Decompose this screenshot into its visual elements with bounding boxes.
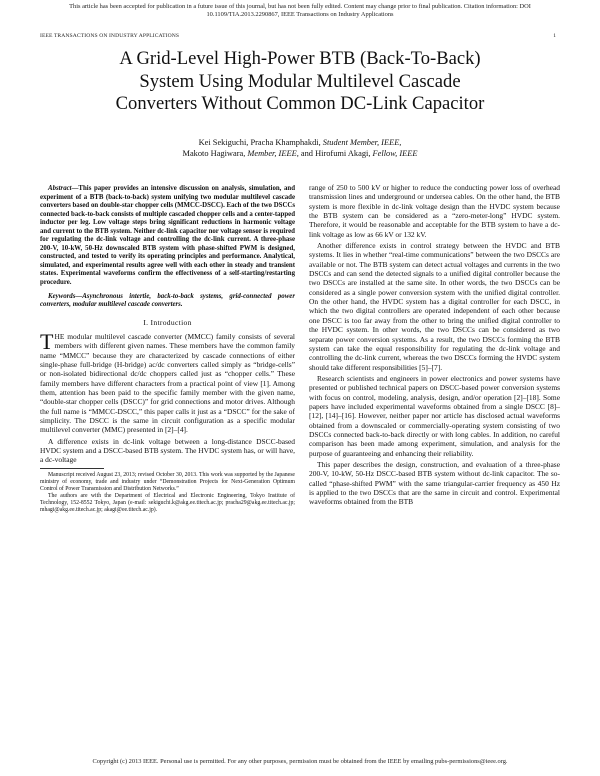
left-column xyxy=(40,185,295,514)
abstract-label: Abstract— xyxy=(48,185,79,192)
intro-paragraph-1-text: HE modular multilevel cascade converter (MMCC) family consists of several members with different given names. These members have the common family name “MMCC” because they are characterized by cascade connections of either single-phase full-bridge (H-bridge) ac/dc converters called simply as “bridge-cells” or non-isolated bidirectional dc/dc choppers called just as “chopper cells.” These family members have different characters from a practical point of view [1]. Among them, attention has been paid to the specific family member with the given name, “double-star chopper cells (DSCC)” for grid connections and motor drives. Although the full name is “MMCC-DSCC,” this paper calls it just as a “DSCC” for the sake of simplicity. The DSCC is the same in circuit configuration as a specific modular multilevel converter (MMC) presented in [2]–[4]. xyxy=(40,332,295,435)
keywords-label: Keywords— xyxy=(48,292,83,300)
banner-line-1: This article has been accepted for publication in a future issue of this journal, but has not been fully edited. Content may change prior to final publication. Citation information: DOI xyxy=(69,3,531,10)
body-paragraph-1: range of 250 to 500 kV or higher to reduce the conducting power loss of overhead transmission lines and underground or undersea cables. On the other hand, the BTB system is more flexible in dc-link voltage design than the HVDC system because the BTB system can be considered as a “zero-meter-long” HVDC system. Therefore, it would be reasonable and acceptable for the BTB system to have a dc-link voltage as low as 66 kV or 132 kV. xyxy=(309,183,560,239)
author-names-1: Kei Sekiguchi, Pracha Khamphakdi, xyxy=(198,138,323,147)
title-line-3: Converters Without Common DC-Link Capacitor xyxy=(115,93,485,115)
author-line-2 xyxy=(40,148,560,159)
paper-title xyxy=(40,48,560,116)
intro-paragraph-2: A difference exists in dc-link voltage between a long-distance DSCC-based HVDC system and a DSCC-based BTB system. The HVDC system has, or will have, a dc-voltage xyxy=(40,436,295,465)
banner-line-2: 10.1109/TIA.2013.2290867, IEEE Transactions on Industry Applications xyxy=(206,11,394,18)
author-line-1 xyxy=(40,137,560,148)
intro-paragraph-1 xyxy=(40,329,295,435)
section-heading-introduction: I. Introduction xyxy=(143,317,192,327)
author-names-2b: and Hirofumi Akagi, xyxy=(298,149,373,159)
footnote-affiliation: The authors are with the Department of Electrical and Electronic Engineering, Tokyo Institute of Technology, 152-8552 Tokyo, Japan (e-mail: sekiguchi.k@akg.ee.titech.ac.jp; pracha29@akg.ee.titech.ac.jp; mhagi@akg.ee.titech.ac.jp; akagi@ee.titech.ac.jp). xyxy=(40,493,295,514)
body-paragraph-4: This paper describes the design, construction, and evaluation of a three-phase 200-V, 10-kW, 50-Hz DSCC-based BTB system without dc-link capacitor. The so-called “phase-shifted PWM” with the same triangular-carrier frequency as 450 Hz is applied to the two DSCCs that are the same in circuit and control. Experimental waveforms obtained from the BTB xyxy=(309,459,560,507)
title-line-2: System Using Modular Multilevel Cascade xyxy=(139,70,461,92)
index-terms xyxy=(40,293,295,310)
body-paragraph-2: Another difference exists in control strategy between the HVDC and BTB systems. It lies in whether “real-time communications” between the two DSCCs are available or not. The BTB system can detect actual voltages and currents in the two DSCCs and can send the detected signals to a unified digital controller because the two DSCCs are installed at the same site. In other words, the two DSCCs can be considered as a single power conversion system with the unified digital controller. On the other hand, the HVDC system has a digital controller for each DSCC, in which the two digital controllers are operated independent of each other because one DSCC is too far away from the other to bring the unified digital controller to the HVDC system. In other words, the two DSCCs can be considered as two separate power conversion systems. As a result, the two DSCCs forming the BTB system can take the equal responsibility for regulating the dc-link voltage and controlling the dc-link current, whereas the two DSCCs forming the HVDC system should take different responsibilities [5]–[7]. xyxy=(309,241,560,372)
body-paragraph-3: Research scientists and engineers in power electronics and power systems have presented or published technical papers on DSCC-based power conversion systems with focus on control, modeling, analysis, design, and/or operation [2]–[18]. Some papers have included experimental waveforms obtained from a single DSCC [8]–[12], [14]–[16]. However, neither paper nor article has disclosed actual waveforms obtained from a downscaled or commercially-operating system consisting of two DSCCs connected back-to-back directly or with long cables. In addition, no careful comparison has been made among experiment, simulation, and analysis for the purpose of guaranteeing and enhancing their reliability. xyxy=(309,373,560,458)
footnote-rule xyxy=(40,468,104,469)
author-role-2a: Member, IEEE, xyxy=(247,149,299,159)
author-role-1: Student Member, IEEE, xyxy=(322,138,402,147)
page-number: 1 xyxy=(553,33,556,39)
author-names-2a: Makoto Hagiwara, xyxy=(182,149,248,159)
publication-banner xyxy=(0,3,600,19)
copyright-notice: Copyright (c) 2013 IEEE. Personal use is permitted. For any other purposes, permission must be obtained from the IEEE by emailing pubs-permissions@ieee.org. xyxy=(92,758,508,765)
running-head: IEEE TRANSACTIONS ON INDUSTRY APPLICATIONS xyxy=(40,33,180,39)
drop-cap: T xyxy=(40,329,54,354)
right-column xyxy=(309,183,560,509)
author-role-2b: Fellow, IEEE xyxy=(372,149,418,159)
title-line-1: A Grid-Level High-Power BTB (Back-To-Back) xyxy=(119,48,481,69)
keywords-text: Asynchronous intertie, back-to-back systems, grid-connected power converters, modular multilevel cascade converters. xyxy=(40,292,295,309)
abstract xyxy=(40,185,295,288)
footnote-manuscript: Manuscript received August 23, 2013; revised October 30, 2013. This work was supported by the Japanese ministry of economy, trade and industry under “Demonstration Projects for Next-Generation Optimum Control of Power Transmission and Distribution Networks.” xyxy=(40,471,295,492)
author-list xyxy=(40,137,560,160)
abstract-text: This paper provides an intensive discussion on analysis, simulation, and experiment of a BTB (back-to-back) system unifying two modular multilevel cascade converters based on double-star chopper cells (MMCC-DSCC). Each of the two DSCCs connected back-to-back consists of multiple cascaded chopper cells and a center-tapped inductor per leg. Low voltage steps bring significant reductions in harmonic voltage and current to the BTB system. Neither dc-link capacitor nor voltage sensor is required for regulating the dc-link voltage and controlling the dc-link current. A three-phase 200-V, 10-kW, 50-Hz downscaled BTB system with phase-shifted PWM is designed, constructed, and tested to verify its operating principles and performance. Analytical, simulated, and experimental results agree well with each other in steady and transient states. Experimental waveforms confirm the effectiveness of a self-starting/restarting procedure. xyxy=(40,185,295,287)
